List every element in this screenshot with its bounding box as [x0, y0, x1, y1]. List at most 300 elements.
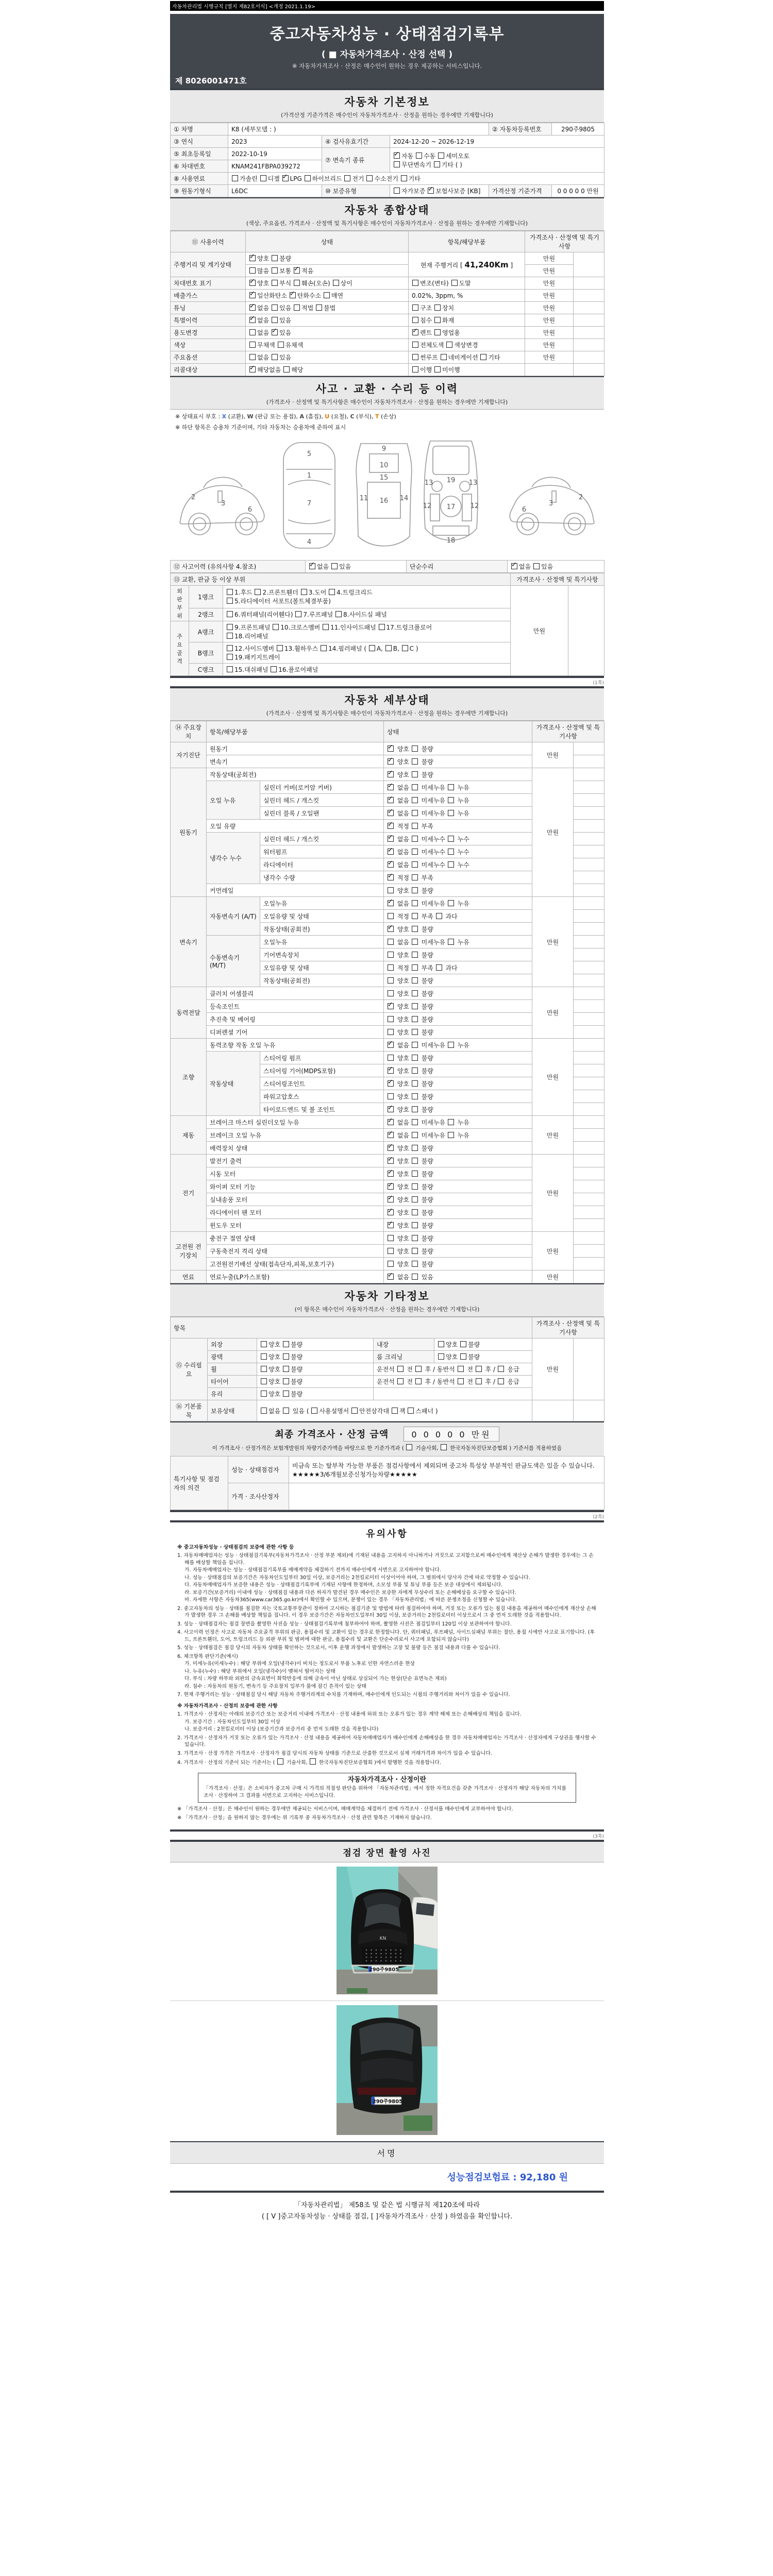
checkbox-checked[interactable] — [290, 292, 296, 298]
checkbox-unchecked[interactable] — [448, 1042, 454, 1048]
checkbox-unchecked[interactable] — [412, 1055, 418, 1061]
checkbox-unchecked[interactable] — [283, 1366, 289, 1372]
basic-info-note: (가격산정 기준가격은 매수인이 자동차가격조사 · 산정을 원하는 경우에만 기재합니다) — [281, 112, 493, 118]
cell — [574, 327, 604, 339]
cell: 성능 · 상태점검자 — [228, 1456, 289, 1483]
checkbox-unchecked[interactable] — [295, 611, 301, 617]
checkbox-unchecked[interactable] — [412, 1145, 418, 1151]
checkbox-unchecked[interactable] — [438, 1341, 444, 1347]
notice-line: 6. 체크항목 판단기준(예시) — [177, 1653, 238, 1659]
checkbox-unchecked[interactable] — [412, 745, 418, 752]
checkbox-unchecked[interactable] — [261, 1391, 267, 1397]
checkbox-unchecked[interactable] — [412, 977, 418, 984]
checkbox-checked[interactable] — [282, 175, 289, 181]
checkbox-unchecked[interactable] — [412, 771, 418, 777]
checkbox-unchecked[interactable] — [458, 1378, 464, 1384]
checkbox-unchecked[interactable] — [272, 317, 278, 323]
cell: 단순수리 — [407, 561, 508, 573]
checkbox-unchecked[interactable] — [412, 1093, 418, 1099]
checkbox-unchecked[interactable] — [448, 1132, 454, 1138]
checkbox-unchecked[interactable] — [227, 589, 233, 595]
checkbox-checked[interactable] — [388, 1080, 394, 1087]
checkbox-unchecked[interactable] — [412, 964, 418, 971]
checkbox-unchecked[interactable] — [412, 784, 418, 790]
checkbox-unchecked[interactable] — [277, 1758, 283, 1765]
cell: 구동축전지 격리 상태 — [207, 1245, 384, 1258]
cell: 가격산정 기준가격 — [489, 185, 552, 197]
checkbox-unchecked[interactable] — [412, 1042, 418, 1048]
checkbox-unchecked[interactable] — [321, 645, 327, 651]
checkbox-unchecked[interactable] — [333, 280, 339, 286]
checkbox-unchecked[interactable] — [227, 598, 233, 604]
checkbox-unchecked[interactable] — [255, 589, 261, 595]
accident-section-header — [170, 376, 604, 410]
checkbox-unchecked[interactable] — [249, 354, 256, 360]
checkbox-unchecked[interactable] — [412, 342, 418, 348]
checkbox-unchecked[interactable] — [283, 1378, 289, 1384]
cell: ✓ 양호 불량 — [384, 1077, 532, 1090]
checkbox-unchecked[interactable] — [434, 304, 441, 311]
cell: ✓ 해당없음 해당 — [246, 364, 409, 376]
checkbox-unchecked[interactable] — [388, 1248, 394, 1254]
checkbox-unchecked[interactable] — [412, 1003, 418, 1009]
cell: 타이로드엔드 및 볼 조인트 — [260, 1103, 384, 1116]
col-header: 상태 — [384, 721, 532, 742]
checkbox-checked[interactable] — [249, 317, 256, 323]
checkbox-unchecked[interactable] — [388, 977, 394, 984]
checkbox-unchecked[interactable] — [412, 1261, 418, 1267]
checkbox-unchecked[interactable] — [388, 1261, 394, 1267]
checkbox-checked[interactable] — [394, 152, 400, 159]
checkbox-checked[interactable] — [388, 900, 394, 906]
checkbox-unchecked[interactable] — [294, 280, 300, 286]
checkbox-checked[interactable] — [388, 1119, 394, 1125]
checkbox-unchecked[interactable] — [448, 861, 454, 868]
vehicle-rear-photo — [337, 2005, 438, 2135]
checkbox-unchecked[interactable] — [436, 913, 442, 919]
checkbox-unchecked[interactable] — [273, 624, 279, 630]
cell — [574, 768, 604, 781]
checkbox-unchecked[interactable] — [249, 267, 256, 274]
cell: 튜닝 — [171, 302, 246, 314]
checkbox-unchecked[interactable] — [412, 1080, 418, 1087]
cell: ✓ 없음 있음 — [306, 561, 407, 573]
checkbox-unchecked[interactable] — [261, 1353, 267, 1360]
symbol-A: A — [299, 413, 304, 420]
checkbox-unchecked[interactable] — [261, 1378, 267, 1384]
checkbox-unchecked[interactable] — [412, 887, 418, 893]
checkbox-unchecked[interactable] — [458, 1366, 464, 1372]
checkbox-unchecked[interactable] — [272, 304, 278, 311]
checkbox-unchecked[interactable] — [412, 1183, 418, 1190]
checkbox-unchecked[interactable] — [412, 926, 418, 932]
checkbox-checked[interactable] — [511, 563, 517, 569]
svg-text:KN: KN — [379, 1936, 386, 1941]
checkbox-unchecked[interactable] — [227, 611, 233, 617]
checkbox-unchecked[interactable] — [412, 758, 418, 765]
cell: 오일누유 — [260, 897, 384, 910]
cell: 1랭크 — [189, 586, 223, 608]
checkbox-unchecked[interactable] — [388, 1055, 394, 1061]
fee-row — [170, 2163, 604, 2191]
cell — [289, 1483, 604, 1510]
checkbox-unchecked[interactable] — [441, 354, 447, 360]
checkbox-checked[interactable] — [388, 836, 394, 842]
checkbox-checked[interactable] — [249, 304, 256, 311]
checkbox-checked[interactable] — [249, 366, 256, 372]
checkbox-unchecked[interactable] — [261, 1341, 267, 1347]
cell: 자가보증 ✓보험사보증 [KB] — [390, 185, 489, 197]
cell: 만원 — [511, 586, 568, 676]
checkbox-unchecked[interactable] — [394, 188, 400, 194]
checkbox-unchecked[interactable] — [448, 939, 454, 945]
checkbox-unchecked[interactable] — [412, 1132, 418, 1138]
checkbox-unchecked[interactable] — [329, 589, 335, 595]
checkbox-checked[interactable] — [388, 861, 394, 868]
cell: ✓ 없음 있음 — [246, 314, 409, 327]
checkbox-checked[interactable] — [388, 745, 394, 752]
panel-number: 19 — [446, 477, 456, 484]
checkbox-unchecked[interactable] — [448, 1119, 454, 1125]
checkbox-unchecked[interactable] — [412, 304, 418, 311]
checkbox-unchecked[interactable] — [415, 1378, 422, 1384]
checkbox-unchecked[interactable] — [406, 1444, 412, 1450]
checkbox-unchecked[interactable] — [283, 1353, 289, 1360]
checkbox-unchecked[interactable] — [351, 1408, 358, 1414]
checkbox-unchecked[interactable] — [392, 1408, 398, 1414]
checkbox-unchecked[interactable] — [301, 589, 307, 595]
cell: ✓ 양호 불량 — [384, 1219, 532, 1232]
cell — [574, 1219, 604, 1232]
checkbox-unchecked[interactable] — [412, 1106, 418, 1112]
cell: 만원 — [532, 1039, 574, 1116]
checkbox-checked[interactable] — [388, 1222, 394, 1228]
sub-group: 작동상태 — [207, 1052, 260, 1116]
checkbox-unchecked[interactable] — [412, 1029, 418, 1035]
cell: 색상 — [171, 339, 246, 351]
checkbox-unchecked[interactable] — [438, 1353, 444, 1360]
notice-line: 7. 현재 주행거리는 성능 · 상태점검 당시 해당 자동차 주행거리계의 수치를 기재하며, 매수인에게 인도되는 시점의 주행거리와 차이가 있을 수 있습니다. — [177, 1692, 510, 1698]
cell: 내장 — [374, 1338, 434, 1351]
checkbox-unchecked[interactable] — [412, 861, 418, 868]
footer-line2: ( [ V ]중고자동차성능 · 상태를 점검, [ ]자동차가격조사 · 산정 ) 하였음을 확인합니다. — [261, 2213, 513, 2221]
checkbox-checked[interactable] — [388, 823, 394, 829]
cell: 1.후드 2.프론트휀더 3.도어 4.트렁크리드 5.라디에이터 서포트(볼트체결부품) — [223, 586, 511, 608]
checkbox-unchecked[interactable] — [412, 836, 418, 842]
cell: 침수 화재 — [409, 314, 525, 327]
checkbox-unchecked[interactable] — [311, 1408, 317, 1414]
checkbox-checked[interactable] — [388, 784, 394, 790]
checkbox-unchecked[interactable] — [412, 810, 418, 816]
device-group: 제동 — [171, 1116, 207, 1155]
checkbox-unchecked[interactable] — [394, 161, 400, 167]
checkbox-unchecked[interactable] — [397, 1366, 404, 1372]
checkbox-unchecked[interactable] — [277, 645, 283, 651]
device-group: 전기 — [171, 1155, 207, 1232]
cell: 2랭크 — [189, 608, 223, 621]
checkbox-checked[interactable] — [309, 563, 315, 569]
checkbox-checked[interactable] — [428, 188, 434, 194]
checkbox-unchecked[interactable] — [324, 292, 330, 298]
checkbox-unchecked[interactable] — [283, 1408, 289, 1414]
notice-line: 2. 중고자동차의 성능 · 상태를 점검한 자는 국토교통부장관이 정하여 고시하는 점검기준 및 방법에 따라 점검하여야 하며, 거짓 또는 오류가 있는 점검 내용을 제공하여 매수인에게 재산상 손해가 발생한 경우 그 손해를 배상할 책임을 집니다. 이 경우 보증기간은 자동차인도일부터 30일 이상, 보증거리는 2천킬로미터 이상으로서 그 중 먼저 도래한 것을 적용합니다. — [177, 1605, 596, 1618]
checkbox-unchecked[interactable] — [412, 1158, 418, 1164]
checkbox-unchecked[interactable] — [412, 366, 418, 372]
panel-number: 15 — [379, 474, 389, 482]
checkbox-unchecked[interactable] — [388, 952, 394, 958]
cell: 시동 모터 — [207, 1167, 384, 1180]
checkbox-checked[interactable] — [388, 1145, 394, 1151]
checkbox-unchecked[interactable] — [227, 624, 233, 630]
checkbox-unchecked[interactable] — [415, 1366, 422, 1372]
cell: 현재 주행거리 [ 41,240Km ] — [409, 252, 525, 277]
checkbox-unchecked[interactable] — [412, 874, 418, 880]
col-header: 상태 — [246, 231, 409, 252]
checkbox-checked[interactable] — [388, 758, 394, 765]
signature-band: 서명 — [170, 2141, 604, 2163]
cell — [574, 781, 604, 794]
checkbox-checked[interactable] — [388, 771, 394, 777]
cell: 양호 불량 — [384, 987, 532, 1000]
cell: 양호 불량 — [384, 1232, 532, 1245]
cell: 적정 부족 과다 — [384, 910, 532, 923]
checkbox-unchecked[interactable] — [434, 161, 440, 167]
cell: ✓ 양호 불량 — [384, 742, 532, 755]
checkbox-unchecked[interactable] — [498, 1378, 504, 1384]
cell: 양호 불량 — [257, 1388, 374, 1400]
checkbox-checked[interactable] — [249, 255, 256, 261]
checkbox-unchecked[interactable] — [344, 175, 350, 181]
cell: 운전석 전 후 / 동반석 전 후 / 응급 — [374, 1376, 532, 1388]
checkbox-unchecked[interactable] — [416, 152, 422, 159]
checkbox-unchecked[interactable] — [388, 1093, 394, 1099]
checkbox-unchecked[interactable] — [448, 849, 454, 855]
checkbox-unchecked[interactable] — [412, 1119, 418, 1125]
checkbox-unchecked[interactable] — [460, 1353, 466, 1360]
checkbox-unchecked[interactable] — [412, 1016, 418, 1022]
cell: 만원 — [525, 252, 574, 265]
checkbox-unchecked[interactable] — [533, 563, 540, 569]
checkbox-unchecked[interactable] — [476, 1378, 482, 1384]
notice-line: ※ 자동차가격조사 · 산정의 보증에 관한 사항 — [177, 1703, 278, 1709]
checkbox-checked[interactable] — [388, 1106, 394, 1112]
cell: 없음 ✓있음 — [246, 327, 409, 339]
checkbox-checked[interactable] — [412, 329, 418, 335]
checkbox-unchecked[interactable] — [412, 1196, 418, 1202]
cell: 타이어 — [208, 1376, 257, 1388]
svg-text:290주9805: 290주9805 — [368, 1967, 399, 1973]
checkbox-unchecked[interactable] — [272, 280, 278, 286]
checkbox-unchecked[interactable] — [397, 1378, 404, 1384]
checkbox-unchecked[interactable] — [388, 964, 394, 971]
notices-title: 유의사항 — [366, 1529, 408, 1539]
checkbox-checked[interactable] — [388, 1209, 394, 1215]
checkbox-unchecked[interactable] — [441, 1444, 447, 1450]
checkbox-unchecked[interactable] — [366, 175, 373, 181]
checkbox-unchecked[interactable] — [249, 329, 256, 335]
checkbox-checked[interactable] — [249, 280, 256, 286]
details-table — [170, 721, 604, 1283]
checkbox-checked[interactable] — [388, 810, 394, 816]
notices-block — [170, 1520, 604, 1832]
checkbox-unchecked[interactable] — [294, 304, 300, 311]
checkbox-unchecked[interactable] — [227, 645, 233, 651]
checkbox-unchecked[interactable] — [408, 1408, 414, 1414]
checkbox-unchecked[interactable] — [388, 913, 394, 919]
checkbox-unchecked[interactable] — [438, 152, 444, 159]
checkbox-unchecked[interactable] — [412, 354, 418, 360]
checkbox-unchecked[interactable] — [388, 1016, 394, 1022]
checkbox-unchecked[interactable] — [227, 633, 233, 639]
details-note: (가격조사 · 산정액 및 특기사항은 매수인이 자동차가격조사 · 산정을 원하는 경우에만 기재합니다) — [266, 710, 508, 717]
checkbox-unchecked[interactable] — [272, 354, 278, 360]
checkbox-unchecked[interactable] — [249, 342, 256, 348]
cell: ③ 연식 — [171, 135, 228, 148]
checkbox-checked[interactable] — [388, 849, 394, 855]
checkbox-unchecked[interactable] — [412, 1209, 418, 1215]
checkbox-unchecked[interactable] — [278, 342, 284, 348]
checkbox-unchecked[interactable] — [476, 1366, 482, 1372]
checkbox-unchecked[interactable] — [434, 317, 441, 323]
checkbox-unchecked[interactable] — [412, 1222, 418, 1228]
page-marker-2: (2쪽) — [593, 1515, 604, 1520]
checkbox-unchecked[interactable] — [305, 175, 311, 181]
photos-title: 점검 장면 촬영 사진 — [170, 1842, 604, 1862]
checkbox-unchecked[interactable] — [388, 1029, 394, 1035]
checkbox-unchecked[interactable] — [283, 1391, 289, 1397]
checkbox-unchecked[interactable] — [283, 366, 290, 372]
checkbox-unchecked[interactable] — [388, 887, 394, 893]
checkbox-unchecked[interactable] — [401, 175, 407, 181]
checkbox-unchecked[interactable] — [451, 280, 458, 286]
checkbox-unchecked[interactable] — [412, 939, 418, 945]
checkbox-unchecked[interactable] — [232, 175, 238, 181]
checkbox-unchecked[interactable] — [412, 1067, 418, 1074]
checkbox-checked[interactable] — [388, 1171, 394, 1177]
checkbox-checked[interactable] — [388, 1003, 394, 1009]
checkbox-unchecked[interactable] — [448, 810, 454, 816]
page-block-1 — [170, 88, 604, 678]
checkbox-unchecked[interactable] — [448, 797, 454, 803]
cell: 양호 불량 — [384, 1090, 532, 1103]
checkbox-checked[interactable] — [388, 1274, 394, 1280]
checkbox-unchecked[interactable] — [434, 366, 441, 372]
checkbox-unchecked[interactable] — [388, 1235, 394, 1241]
comprehensive-note: (색상, 주요옵션, 가격조사 · 산정액 및 특기사항은 매수인이 자동차가격조사 · 산정을 원하는 경우에만 기재합니다) — [246, 220, 528, 227]
checkbox-unchecked[interactable] — [369, 645, 375, 651]
checkbox-checked[interactable] — [249, 292, 256, 298]
checkbox-unchecked[interactable] — [412, 317, 418, 323]
checkbox-unchecked[interactable] — [412, 1274, 418, 1280]
checkbox-unchecked[interactable] — [379, 624, 385, 630]
checkbox-unchecked[interactable] — [335, 611, 342, 617]
checkbox-unchecked[interactable] — [388, 939, 394, 945]
checkbox-unchecked[interactable] — [388, 990, 394, 996]
price-survey-box-text: 「가격조사 · 산정」은 소비자가 중고차 구매 시 가격의 적절성 판단을 위하여 「자동차관리법」에서 정한 자격요건을 갖춘 가격조사 · 산정자가 해당 자동차의 가치를 조사 · 산정하여 그 결과를 서면으로 고지하는 서비스입니다. — [204, 1786, 566, 1799]
checkbox-unchecked[interactable] — [412, 1235, 418, 1241]
checkbox-unchecked[interactable] — [460, 1341, 466, 1347]
checkbox-checked[interactable] — [388, 1158, 394, 1164]
cell: 스티어링조인트 — [260, 1077, 384, 1090]
checkbox-unchecked[interactable] — [283, 1341, 289, 1347]
checkbox-unchecked[interactable] — [385, 645, 392, 651]
checkbox-unchecked[interactable] — [261, 1408, 267, 1414]
checkbox-unchecked[interactable] — [412, 280, 418, 286]
checkbox-checked[interactable] — [388, 874, 394, 880]
footer-line1: 「자동차관리법」 제58조 및 같은 법 시행규칙 제120조에 따라 — [294, 2201, 480, 2209]
checkbox-checked[interactable] — [388, 1042, 394, 1048]
final-price-value: 0 0 0 0 0 만원 — [404, 1427, 499, 1442]
checkbox-unchecked[interactable] — [331, 563, 338, 569]
checkbox-unchecked[interactable] — [412, 1171, 418, 1177]
checkbox-checked[interactable] — [272, 329, 278, 335]
checkbox-unchecked[interactable] — [316, 304, 322, 311]
checkbox-unchecked[interactable] — [480, 354, 486, 360]
checkbox-unchecked[interactable] — [402, 645, 408, 651]
cell: ✓ 적정 부족 — [384, 820, 532, 833]
checkbox-unchecked[interactable] — [412, 849, 418, 855]
checkbox-unchecked[interactable] — [448, 836, 454, 842]
checkbox-checked[interactable] — [388, 1196, 394, 1202]
checkbox-unchecked[interactable] — [412, 990, 418, 996]
checkbox-unchecked[interactable] — [448, 784, 454, 790]
checkbox-unchecked[interactable] — [412, 900, 418, 906]
other-info-section-header — [170, 1283, 604, 1317]
cell: 운전석 전 후 / 동반석 전 후 / 응급 — [374, 1363, 532, 1376]
checkbox-unchecked[interactable] — [272, 267, 278, 274]
panel-number: 9 — [381, 445, 386, 453]
cell — [574, 923, 604, 936]
checkbox-unchecked[interactable] — [412, 952, 418, 958]
cell: ⑧ 사용연료 — [171, 173, 228, 185]
state-symbol-legend: ※ 상태표시 부호 : X (교환), W (판금 또는 용접), A (흠집), U (요철), C (부식), T (손상) — [175, 413, 396, 420]
cell: 구조 장치 — [409, 302, 525, 314]
checkbox-checked[interactable] — [388, 1183, 394, 1190]
notice-footnote: ※ 「가격조사 · 산정」은 매수인이 원하는 경우에만 제공되는 서비스이며, 매매계약을 체결하기 전에 가격조사 · 산정서를 매수인에게 교부하여야 합니다. — [177, 1806, 513, 1812]
checkbox-checked[interactable] — [388, 797, 394, 803]
checkbox-unchecked[interactable] — [412, 913, 418, 919]
checkbox-unchecked[interactable] — [498, 1366, 504, 1372]
checkbox-unchecked[interactable] — [261, 1366, 267, 1372]
checkbox-unchecked[interactable] — [271, 666, 277, 672]
checkbox-unchecked[interactable] — [446, 342, 452, 348]
checkbox-unchecked[interactable] — [412, 1248, 418, 1254]
notice-line: 나. 보증거리 : 2천킬로미터 이상 (보증기간과 보증거리 중 먼저 도래한 것을 적용합니다) — [184, 1726, 379, 1732]
checkbox-unchecked[interactable] — [448, 900, 454, 906]
checkbox-checked[interactable] — [388, 926, 394, 932]
cell: 작동상태(공회전) — [260, 974, 384, 987]
checkbox-checked[interactable] — [388, 1067, 394, 1074]
checkbox-checked[interactable] — [294, 267, 300, 274]
checkbox-unchecked[interactable] — [412, 823, 418, 829]
checkbox-unchecked[interactable] — [260, 175, 266, 181]
checkbox-unchecked[interactable] — [272, 255, 278, 261]
checkbox-unchecked[interactable] — [412, 797, 418, 803]
cell: 냉각수 수량 — [260, 871, 384, 884]
checkbox-checked[interactable] — [388, 1132, 394, 1138]
checkbox-unchecked[interactable] — [227, 666, 233, 672]
checkbox-unchecked[interactable] — [323, 624, 329, 630]
notices-footnotes — [177, 1806, 597, 1821]
cell: ✓ 없음 미세누수 누수 — [384, 858, 532, 871]
checkbox-unchecked[interactable] — [436, 964, 442, 971]
device-group: 연료 — [171, 1270, 207, 1283]
cell: 만원 — [532, 1338, 574, 1400]
checkbox-unchecked[interactable] — [227, 654, 233, 660]
cell: 만원 — [525, 265, 574, 277]
checkbox-unchecked[interactable] — [310, 1758, 316, 1765]
checkbox-unchecked[interactable] — [434, 329, 441, 335]
